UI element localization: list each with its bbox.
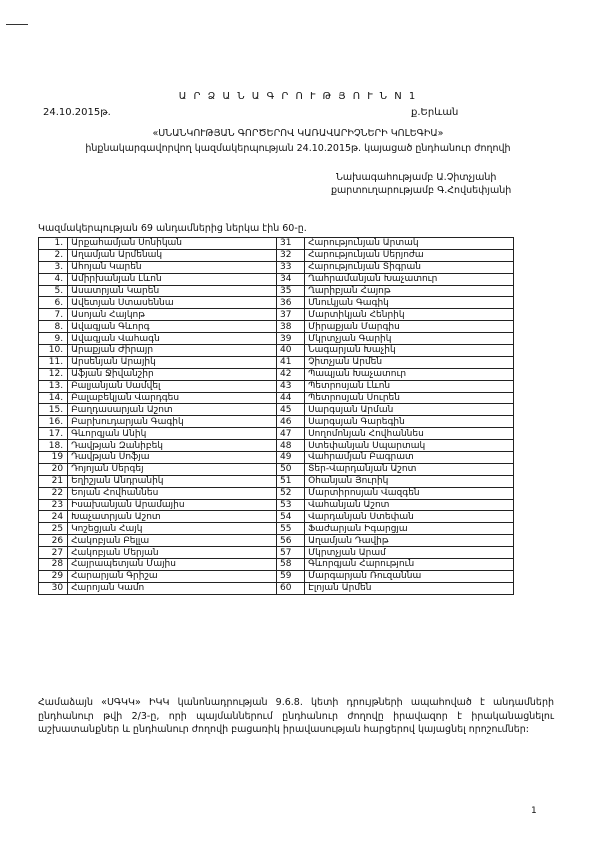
member-number: 26	[39, 535, 68, 547]
member-number: 45	[277, 404, 305, 416]
member-name: Ֆաժարյան Իգարցյա	[305, 523, 514, 535]
member-number: 20	[39, 463, 68, 475]
table-row	[39, 273, 514, 285]
member-name: Էլոյան Արմեն	[305, 582, 514, 594]
member-name: Հակոբյան Մերյան	[68, 547, 277, 559]
member-number: 9.	[39, 333, 68, 345]
member-number: 14.	[39, 392, 68, 404]
table-row	[39, 356, 514, 368]
member-number: 54	[277, 511, 305, 523]
member-number: 42	[277, 368, 305, 380]
member-number: 31	[277, 238, 305, 250]
member-number: 22	[39, 487, 68, 499]
member-name: Հակոբյան Բելլա	[68, 535, 277, 547]
member-name: Հարարյան Գրիշա	[68, 570, 277, 582]
member-name: Ասատրյան Կարեն	[68, 285, 277, 297]
member-number: 16.	[39, 416, 68, 428]
chair-line: Նախագահությամբ Ա.Չիտչյանի	[336, 172, 497, 183]
member-name: Սողոմոնյան Հովհաննես	[305, 428, 514, 440]
member-name: Եոյան Հովհաննես	[68, 487, 277, 499]
table-row	[39, 582, 514, 594]
member-number: 49	[277, 452, 305, 464]
member-name: Աֆյան Ջիվանշիր	[68, 368, 277, 380]
member-number: 36	[277, 297, 305, 309]
member-number: 58	[277, 559, 305, 571]
table-row	[39, 535, 514, 547]
member-number: 39	[277, 333, 305, 345]
table-row	[39, 404, 514, 416]
member-number: 17.	[39, 428, 68, 440]
member-name: Գևորգյան Անիկ	[68, 428, 277, 440]
table-row	[39, 475, 514, 487]
member-name: Վարդանյան Ստեփան	[305, 511, 514, 523]
member-name: Օհանյան Յուրիկ	[305, 475, 514, 487]
member-name: Արքահամյան Սոնիկան	[68, 238, 277, 250]
member-number: 21	[39, 475, 68, 487]
member-number: 41	[277, 356, 305, 368]
member-name: Մկրտչյան Գարիկ	[305, 333, 514, 345]
member-number: 32	[277, 249, 305, 261]
member-number: 28	[39, 559, 68, 571]
member-name: Բալյանյան Սամվել	[68, 380, 277, 392]
member-number: 52	[277, 487, 305, 499]
member-number: 23	[39, 499, 68, 511]
member-number: 15.	[39, 404, 68, 416]
member-name: Հարությունյան Տիգրան	[305, 261, 514, 273]
document-city: ք.Երևան	[411, 107, 459, 118]
member-name: Ավագյան Գևորգ	[68, 321, 277, 333]
member-number: 56	[277, 535, 305, 547]
member-number: 57	[277, 547, 305, 559]
member-name: Վահանյան Աշոտ	[305, 499, 514, 511]
document-date: 24.10.2015թ.	[43, 107, 111, 118]
table-row	[39, 368, 514, 380]
table-row	[39, 463, 514, 475]
member-number: 27	[39, 547, 68, 559]
table-row	[39, 321, 514, 333]
member-name: Պետրոսյան Սուրեն	[305, 392, 514, 404]
member-name: Տեր-Վարդանյան Աշոտ	[305, 463, 514, 475]
member-name: Մարտիրոսյան Վազգեն	[305, 487, 514, 499]
member-number: 46	[277, 416, 305, 428]
member-name: Գևորգյան Հարություն	[305, 559, 514, 571]
member-name: Պետրոսյան Լևոն	[305, 380, 514, 392]
member-number: 7.	[39, 309, 68, 321]
member-number: 11.	[39, 356, 68, 368]
member-name: Հարությունյան Արտակ	[305, 238, 514, 250]
member-name: Դավթյան Սոֆյա	[68, 452, 277, 464]
member-name: Արաքյան Ժիրայր	[68, 345, 277, 357]
member-number: 10.	[39, 345, 68, 357]
corner-mark	[6, 24, 28, 25]
member-number: 51	[277, 475, 305, 487]
member-number: 25	[39, 523, 68, 535]
table-row	[39, 499, 514, 511]
table-row	[39, 345, 514, 357]
member-number: 29	[39, 570, 68, 582]
member-name: Բալաբեկյան Վարդգես	[68, 392, 277, 404]
member-number: 34	[277, 273, 305, 285]
member-name: Բարխուդարյան Գագիկ	[68, 416, 277, 428]
table-row	[39, 523, 514, 535]
member-name: Ստեփանյան Սպարտակ	[305, 440, 514, 452]
member-number: 2.	[39, 249, 68, 261]
table-row	[39, 392, 514, 404]
table-row	[39, 559, 514, 571]
page-number: 1	[531, 806, 537, 816]
member-name: Ասոյան Հայկոթ	[68, 309, 277, 321]
member-name: Միրաքյան Մարգիս	[305, 321, 514, 333]
member-name: Իսախանյան Արամայիս	[68, 499, 277, 511]
meeting-heading: ինքնակարգավորվող կազմակերպության 24.10.2015թ. կայացած ընդհանուր ժողովի	[85, 143, 511, 154]
member-number: 5.	[39, 285, 68, 297]
member-number: 37	[277, 309, 305, 321]
member-number: 43	[277, 380, 305, 392]
member-name: Նագարյան Խաչիկ	[305, 345, 514, 357]
table-row	[39, 238, 514, 250]
table-row	[39, 249, 514, 261]
member-number: 24	[39, 511, 68, 523]
member-number: 18.	[39, 440, 68, 452]
member-name: Դոյոյան Սերգեյ	[68, 463, 277, 475]
member-name: Ամիրխանյան Լևոն	[68, 273, 277, 285]
table-row	[39, 452, 514, 464]
document-title: Ա Ր Ձ Ա Ն Ա Գ Ր Ո Ւ Թ Յ Ո Ւ Ն N 1	[178, 91, 418, 102]
table-row	[39, 440, 514, 452]
member-number: 55	[277, 523, 305, 535]
table-row	[39, 297, 514, 309]
member-name: Մարգարյան Ռուզաննա	[305, 570, 514, 582]
table-row	[39, 511, 514, 523]
members-table	[38, 237, 514, 595]
table-row	[39, 309, 514, 321]
member-number: 44	[277, 392, 305, 404]
member-name: Մկրտչյան Արամ	[305, 547, 514, 559]
member-number: 35	[277, 285, 305, 297]
table-row	[39, 428, 514, 440]
member-name: Սարգսյան Արման	[305, 404, 514, 416]
member-name: Դավթյան Զանիբեկ	[68, 440, 277, 452]
member-name: Կոշեցյան Հայկ	[68, 523, 277, 535]
table-row	[39, 261, 514, 273]
member-name: Աղամյան Դավիթ	[305, 535, 514, 547]
member-number: 50	[277, 463, 305, 475]
member-number: 47	[277, 428, 305, 440]
member-number: 38	[277, 321, 305, 333]
table-row	[39, 487, 514, 499]
member-number: 19	[39, 452, 68, 464]
member-name: Մնուկյան Գագիկ	[305, 297, 514, 309]
member-number: 33	[277, 261, 305, 273]
member-name: Վահրամյան Բագրատ	[305, 452, 514, 464]
organization-heading: «ՍՆԱՆԿՈՒԹՅԱՆ ԳՈՐԾԵՐՈՎ ԿԱՌԱՎԱՐԻՉՆԵՐԻ ԿՈԼԵԳԻԱ»	[152, 128, 444, 139]
member-number: 3.	[39, 261, 68, 273]
table-row	[39, 416, 514, 428]
member-number: 59	[277, 570, 305, 582]
table-row	[39, 285, 514, 297]
member-number: 4.	[39, 273, 68, 285]
member-name: Խաչատրյան Աշոտ	[68, 511, 277, 523]
decision-paragraph: Համաձայն «ՍԳԿԿ» ԻԿԿ կանոնադրության 9.6.8. կետի դրույթների ապահոված է անդամների ընդհանուր թվի 2/3-ը, որի պայմաններում ընդհանուր ժողովը իրավազոր է իրականացնելու աշխատանքներ և ընդհանուր ժողովի բացառիկ իրավասության հարցերով կայացնել որոշումներ:	[38, 697, 554, 735]
member-name: Ղահրամանյան Խաչատուր	[305, 273, 514, 285]
member-number: 12.	[39, 368, 68, 380]
member-name: Հայրապետյան Մայիս	[68, 559, 277, 571]
table-row	[39, 380, 514, 392]
member-name: Եղիշյան Անդրանիկ	[68, 475, 277, 487]
member-name: Աղամյան Արմենակ	[68, 249, 277, 261]
member-name: Հարությունյան Սերյոժա	[305, 249, 514, 261]
member-name: Ղարիբյան Հայոթ	[305, 285, 514, 297]
table-row	[39, 547, 514, 559]
member-number: 48	[277, 440, 305, 452]
member-number: 30	[39, 582, 68, 594]
member-number: 60	[277, 582, 305, 594]
member-name: Մարտիկյան Հենրիկ	[305, 309, 514, 321]
member-name: Սարգսյան Գարեգին	[305, 416, 514, 428]
member-number: 13.	[39, 380, 68, 392]
member-number: 40	[277, 345, 305, 357]
member-name: Ավագյան Վահագն	[68, 333, 277, 345]
member-number: 53	[277, 499, 305, 511]
member-name: Պապյան Խաչատուր	[305, 368, 514, 380]
member-name: Հարոյան Կամո	[68, 582, 277, 594]
secretary-line: քարտուղարությամբ Գ.Հովսեփյանի	[331, 185, 512, 196]
member-name: Ահոյան Կարեն	[68, 261, 277, 273]
member-name: Բաղդասարյան Աշոտ	[68, 404, 277, 416]
attendance-line: Կազմակերպության 69 անդամներից ներկա էին 60-ը.	[38, 223, 307, 234]
member-name: Ավետյան Ստասեննա	[68, 297, 277, 309]
table-row	[39, 570, 514, 582]
member-number: 8.	[39, 321, 68, 333]
member-name: Չիտչյան Արմեն	[305, 356, 514, 368]
member-name: Արսենյան Արայիկ	[68, 356, 277, 368]
member-number: 6.	[39, 297, 68, 309]
member-number: 1.	[39, 238, 68, 250]
table-row	[39, 333, 514, 345]
